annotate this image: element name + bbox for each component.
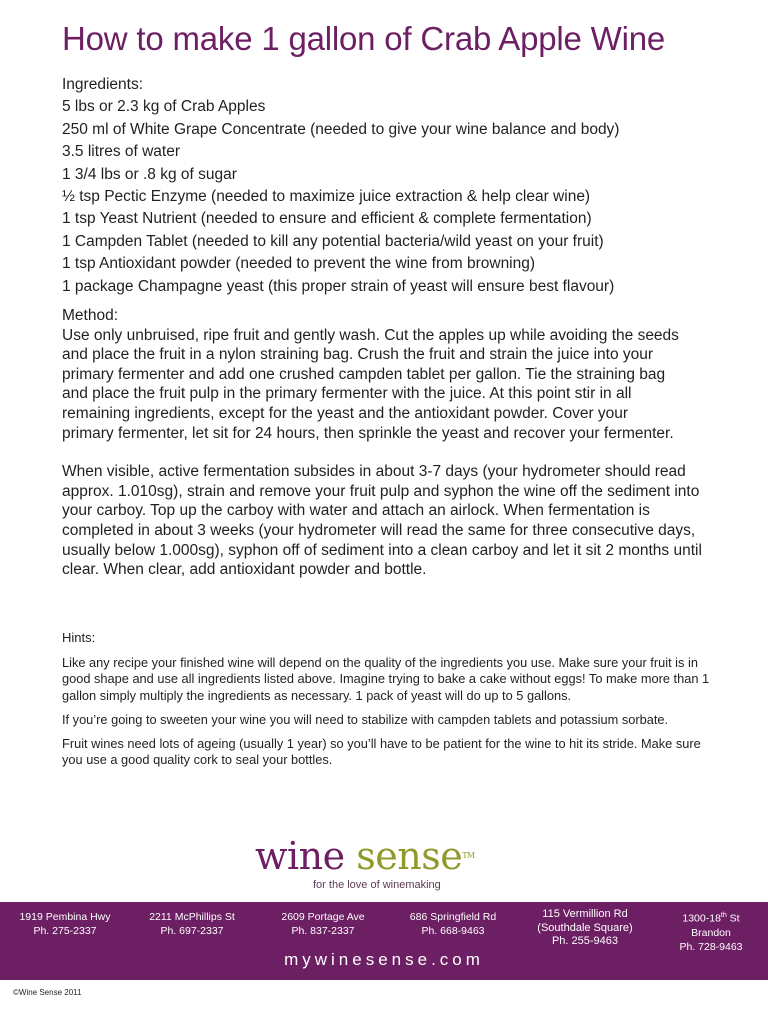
method-heading: Method:	[62, 307, 119, 324]
store-phone: Ph. 255-9463	[551, 935, 619, 947]
ingredients-heading: Ingredients:	[62, 76, 143, 93]
store-address: 1919 Pembina Hwy	[19, 911, 111, 923]
hints-paragraph-1: Like any recipe your finished wine will depend on the quality of the ingredients you use. Make sure your fruit is in good shape and use all ingredients listed above. Imagine trying to bake a cake without eggs! To make more than 1 gallon simply multiply the ingredients as necessary. 1 pack of yeast will do up to 5 gallons.	[62, 655, 710, 703]
ingredient-item: 3.5 litres of water	[62, 143, 181, 161]
store-phone: Ph. 668-9463	[421, 925, 485, 937]
ingredient-item: ½ tsp Pectic Enzyme (needed to maximize juice extraction & help clear wine)	[62, 188, 591, 206]
hints-heading: Hints:	[62, 630, 96, 645]
method-paragraph-1: Use only unbruised, ripe fruit and gently wash. Cut the apples up while avoiding the seeds and place the fruit in a nylon straining bag. Crush the fruit and strain the juice into your primary fermenter and add one crushed campden tablet per gallon. Tie the straining bag and place the fruit pulp in the primary fermenter with the juice. At this point stir in all remaining ingredients, except for the yeast and the antioxidant powder. Cover your primary fermenter, let sit for 24 hours, then sprinkle the yeast and recover your fermenter.	[62, 326, 679, 442]
page-title: How to make 1 gallon of Crab Apple Wine	[62, 20, 666, 57]
ingredient-item: 1 package Champagne yeast (this proper strain of yeast will ensure best flavour)	[62, 277, 615, 295]
hints-paragraph-2: If you’re going to sweeten your wine you will need to stabilize with campden tablets and potassium sorbate.	[62, 711, 669, 727]
store-springfield	[410, 910, 496, 938]
store-mcphillips	[149, 910, 235, 938]
website-link[interactable]: mywinesense.com	[284, 950, 484, 969]
ingredient-item: 1 tsp Antioxidant powder (needed to prevent the wine from browning)	[62, 255, 536, 273]
store-brandon	[679, 909, 742, 954]
method-section	[62, 306, 742, 580]
ingredients-section	[62, 74, 742, 298]
store-address: 686 Springfield Rd	[409, 911, 497, 923]
ingredient-item: 1 tsp Yeast Nutrient (needed to ensure and efficient & complete fermentation)	[62, 210, 592, 228]
store-address: 2609 Portage Ave	[281, 911, 365, 923]
store-phone: Ph. 837-2337	[291, 925, 355, 937]
logo-word-sense: sense	[356, 834, 463, 878]
copyright-notice: ©Wine Sense 2011	[13, 988, 82, 997]
store-phone: Ph. 728-9463	[679, 940, 743, 953]
logo-word-wine: wine	[255, 834, 345, 878]
store-address-line-2: (Southdale Square)	[537, 921, 633, 934]
store-vermillion	[537, 908, 632, 949]
wine-sense-logo	[255, 835, 515, 895]
store-address: 1300-18th St	[682, 912, 740, 925]
ingredient-item: 5 lbs or 2.3 kg of Crab Apples	[62, 98, 266, 116]
store-portage	[281, 910, 364, 938]
ingredient-item: 1 3/4 lbs or .8 kg of sugar	[62, 165, 237, 183]
store-address: 2211 McPhillips St	[149, 911, 235, 923]
store-pembina	[19, 910, 110, 938]
store-address-line-2: Brandon	[691, 926, 731, 939]
store-phone: Ph. 275-2337	[33, 925, 97, 937]
ingredient-item: 250 ml of White Grape Concentrate (needed to give your wine balance and body)	[62, 120, 620, 138]
hints-paragraph-3: Fruit wines need lots of ageing (usually 1 year) so you’ll have to be patient for the wine to hit its stride. Make sure you use a good quality cork to seal your bottles.	[62, 736, 701, 768]
store-phone: Ph. 697-2337	[160, 925, 224, 937]
store-address: 115 Vermillion Rd	[542, 908, 628, 920]
hints-section	[62, 630, 712, 776]
logo-tagline: for the love of winemaking	[313, 879, 441, 891]
store-footer	[0, 902, 768, 980]
logo-trademark: TM	[462, 851, 475, 860]
method-paragraph-2: When visible, active fermentation subsides in about 3-7 days (your hydrometer should read approx. 1.010sg), strain and remove your fruit pulp and syphon the wine off the sediment into your carboy. Top up the carboy with water and attach an airlock. When fermentation is completed in about 3 weeks (your hydrometer will read the same for three consecutive days, usually below 1.000sg), syphon off of sediment into a clean carboy and let it sit 2 months until clear. When clear, add antioxidant powder and bottle.	[62, 463, 702, 579]
ingredient-item: 1 Campden Tablet (needed to kill any potential bacteria/wild yeast on your fruit)	[62, 232, 604, 250]
